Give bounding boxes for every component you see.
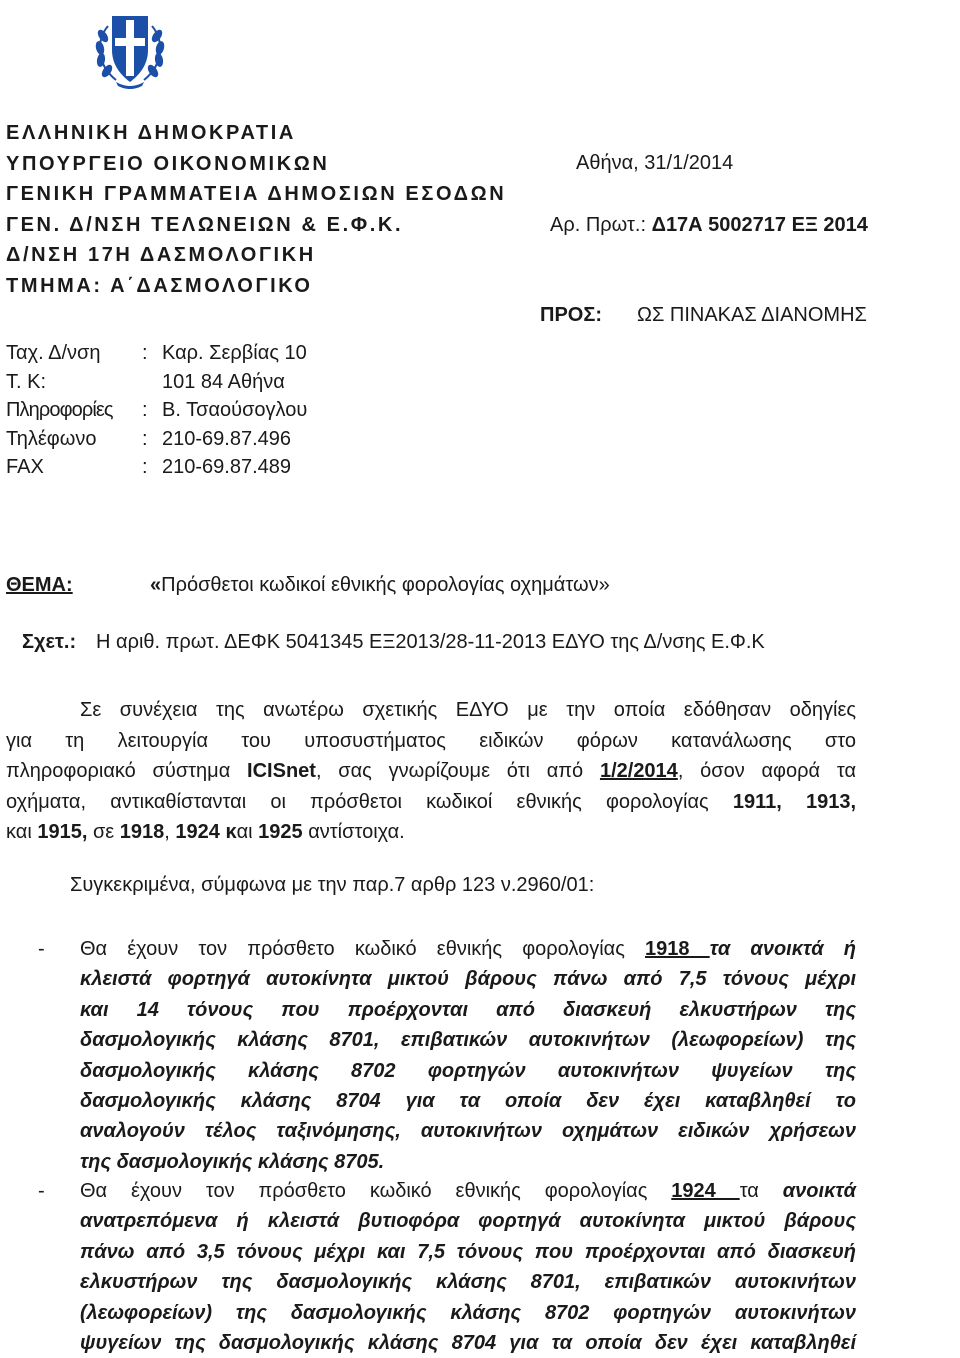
old-code: 1915, xyxy=(37,821,88,843)
authority-line: Δ/ΝΣΗ 17Η ΔΑΣΜΟΛΟΓΙΚΗ xyxy=(6,244,316,266)
bullet-line: ανατρεπόμενα ή κλειστά βυτιοφόρα φορτηγά αυτοκίνητα μικτού βάρους xyxy=(80,1210,856,1233)
contact-value: 101 84 Αθήνα xyxy=(162,370,285,393)
bullet-line: δασμολογικής κλάσης 8702 φορτηγών αυτοκινήτων ψυγείων της xyxy=(80,1059,856,1082)
contact-label: Τ. Κ: xyxy=(6,370,47,393)
subject-text xyxy=(150,574,610,597)
contact-row xyxy=(6,339,307,368)
subject-title: Πρόσθετοι κωδικοί εθνικής φορολογίας οχημάτων» xyxy=(161,574,610,596)
contact-value: 210-69.87.496 xyxy=(162,427,292,450)
contact-label: Τηλέφωνο xyxy=(6,427,97,450)
text-run: αντίστοιχα. xyxy=(302,821,405,843)
contact-row xyxy=(6,396,307,425)
reference-label: Σχετ.: xyxy=(22,631,77,653)
paragraph-line xyxy=(6,817,856,848)
system-name: ICISnet xyxy=(247,760,316,782)
bullet-line: ελκυστήρων της δασμολογικής κλάσης 8701, επιβατικών αυτοκινήτων xyxy=(80,1271,856,1294)
text-run: σε xyxy=(87,821,120,843)
text-run: ανοικτά xyxy=(782,1180,856,1202)
text-run: και xyxy=(6,821,38,843)
contact-colon xyxy=(142,368,162,397)
protocol-label: Αρ. Πρωτ.: xyxy=(550,214,646,236)
contact-row xyxy=(6,453,307,482)
text-run: αι xyxy=(236,821,259,843)
paragraph-line xyxy=(6,756,856,787)
text-run: , xyxy=(164,821,176,843)
text-run: , σας γνωρίζουμε ότι από xyxy=(315,760,600,782)
paragraph-line: Σε συνέχεια της ανωτέρω σχετικής ΕΔΥΟ με την οποία εδόθησαν οδηγίες xyxy=(80,699,856,721)
authority-line: ΕΛΛΗΝΙΚΗ ΔΗΜΟΚΡΑΤΙΑ xyxy=(6,122,296,144)
bullet-line: αναλογούν τέλος ταξινόμησης, αυτοκινήτων οχημάτων ειδικών χρήσεων xyxy=(80,1120,856,1143)
contact-label: Πληροφορίες xyxy=(6,399,113,421)
tax-code: 1918 xyxy=(645,938,710,960)
bullet-line: (λεωφορείων) της δασμολογικής κλάσης 8702 φορτηγών αυτοκινήτων xyxy=(80,1301,856,1324)
bullet-line xyxy=(80,1176,856,1206)
subject-label: ΘΕΜΑ: xyxy=(6,574,73,596)
text-run: πληροφοριακό σύστημα xyxy=(6,760,248,782)
body-paragraph-2: Συγκεκριμένα, σύμφωνα με την παρ.7 αρθρ 123 ν.2960/01: xyxy=(70,874,595,896)
recipient-value: ΩΣ ΠΙΝΑΚΑΣ ΔΙΑΝΟΜΗΣ xyxy=(637,304,867,326)
bullet-dash: - xyxy=(38,1180,45,1202)
old-codes: 1911, 1913, xyxy=(732,790,856,813)
new-code: 1918 xyxy=(119,821,165,843)
bullet-line: κλειστά φορτηγά αυτοκίνητα μικτού βάρους πάνω από 7,5 τόνους μέχρι xyxy=(80,968,856,991)
bullet-line: πάνω από 3,5 τόνους μέχρι και 7,5 τόνους που προέρχονται από διασκευή xyxy=(80,1240,856,1263)
bullet-line: της δασμολογικής κλάσης 8705. xyxy=(80,1150,385,1173)
contact-value: 210-69.87.489 xyxy=(162,456,292,478)
protocol-number xyxy=(550,214,868,237)
authority-line: ΥΠΟΥΡΓΕΙΟ ΟΙΚΟΝΟΜΙΚΩΝ xyxy=(6,152,330,175)
coat-of-arms-emblem xyxy=(86,6,174,94)
contact-label: Ταχ. Δ/νση xyxy=(6,342,101,364)
bullet-line: δασμολογικής κλάσης 8704 για τα οποία δεν έχει καταβληθεί το xyxy=(80,1090,856,1113)
text-run: Θα έχουν τον πρόσθετο κωδικό εθνικής φορολογίας xyxy=(80,1180,672,1202)
authority-line: ΤΜΗΜΑ: Α΄ΔΑΣΜΟΛΟΓΙΚΟ xyxy=(6,274,313,297)
bullet-item-1924 xyxy=(6,1176,856,1358)
tax-code: 1924 xyxy=(671,1180,740,1202)
body-paragraph-1 xyxy=(6,695,856,848)
bullet-line: δασμολογικής κλάσης 8701, επιβατικών αυτοκινήτων (λεωφορείων) της xyxy=(80,1029,856,1052)
text-run: οχήματα, αντικαθίστανται οι πρόσθετοι κωδικοί εθνικής φορολογίας xyxy=(6,790,733,813)
contact-details xyxy=(6,339,307,482)
bullet-item-1918 xyxy=(6,934,856,1177)
protocol-value: Δ17Α 5002717 ΕΞ 2014 xyxy=(651,214,868,236)
contact-row xyxy=(6,368,307,397)
effective-date: 1/2/2014 xyxy=(599,760,678,782)
recipient-label: ΠΡΟΣ: xyxy=(540,304,603,326)
bullet-line: και 14 τόνους που προέρχονται από διασκευή ελκυστήρων της xyxy=(80,998,856,1021)
contact-colon: : xyxy=(142,456,148,478)
contact-colon: : xyxy=(142,399,148,421)
contact-label: FAX xyxy=(6,456,44,478)
issuing-authority-block xyxy=(6,118,506,301)
text-run: , όσον αφορά τα xyxy=(677,760,857,782)
contact-value: Β. Τσαούσογλου xyxy=(162,399,308,421)
subject-quote-mark: « xyxy=(150,574,162,596)
new-code: 1925 xyxy=(258,821,303,843)
paragraph-line: για τη λειτουργία του υποσυστήματος ειδικών φόρων κατανάλωσης στο xyxy=(6,729,856,752)
bullet-dash: - xyxy=(38,938,45,960)
place-and-date: Αθήνα, 31/1/2014 xyxy=(576,152,734,174)
new-code: 1924 κ xyxy=(175,821,237,843)
text-run: τα ανοικτά ή xyxy=(709,938,856,960)
authority-line: ΓΕΝΙΚΗ ΓΡΑΜΜΑΤΕΙΑ ΔΗΜΟΣΙΩΝ ΕΣΟΔΩΝ xyxy=(6,183,507,205)
contact-value: Καρ. Σερβίας 10 xyxy=(162,342,307,364)
reference-text: Η αριθ. πρωτ. ΔΕΦΚ 5041345 ΕΞ2013/28-11-2013 ΕΔΥΟ της Δ/νσης Ε.Φ.Κ xyxy=(96,631,765,653)
bullet-line xyxy=(80,934,856,964)
paragraph-line xyxy=(6,787,856,818)
text-run: Θα έχουν τον πρόσθετο κωδικό εθνικής φορολογίας xyxy=(80,938,646,960)
contact-colon: : xyxy=(142,427,148,450)
bullet-line: ψυγείων της δασμολογικής κλάσης 8704 για τα οποία δεν έχει καταβληθεί xyxy=(80,1332,856,1355)
contact-colon: : xyxy=(142,342,148,364)
text-run: τα xyxy=(739,1180,783,1202)
contact-row xyxy=(6,425,307,454)
authority-line: ΓΕΝ. Δ/ΝΣΗ ΤΕΛΩΝΕΙΩΝ & Ε.Φ.Κ. xyxy=(6,213,404,236)
